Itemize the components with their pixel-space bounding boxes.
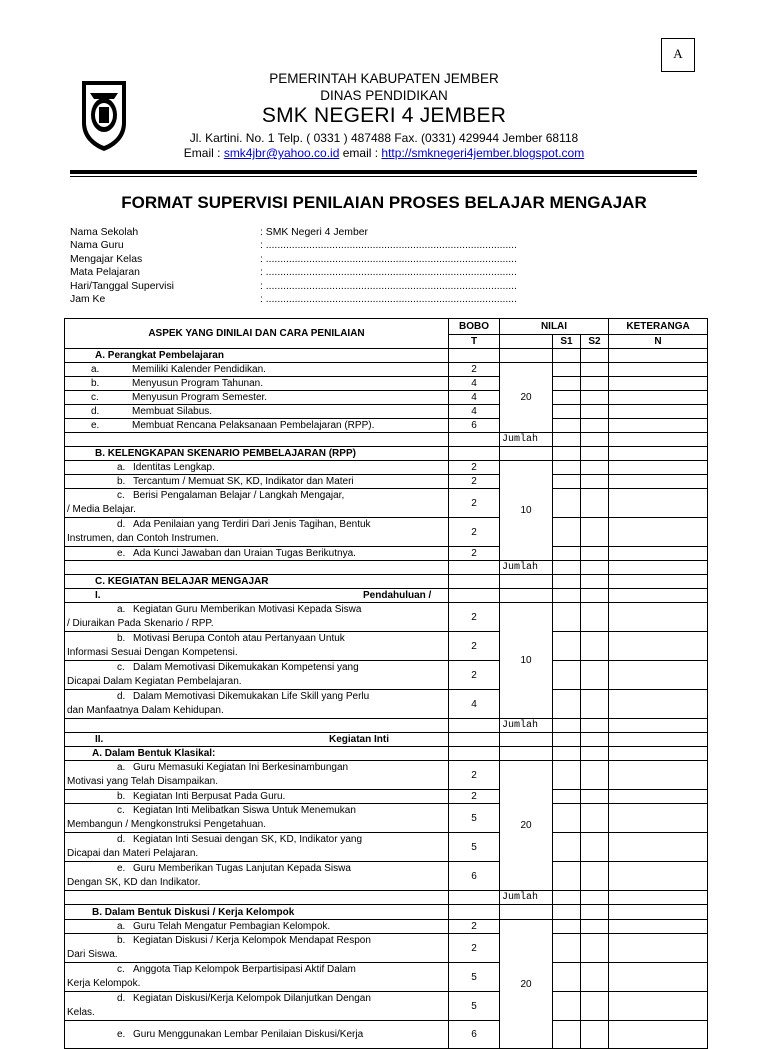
note-cell[interactable] [609,862,708,891]
score-cell[interactable] [581,1021,609,1049]
note-cell[interactable] [609,804,708,833]
subtotal-label: Jumlah [500,433,553,447]
table-row: c. Anggota Tiap Kelompok Berpartisipasi Aktif Dalam Kerja Kelompok. 5 [65,963,708,992]
header-notes: KETERANGA [609,319,708,335]
score-cell[interactable] [581,547,609,561]
header-school-name: SMK NEGERI 4 JEMBER [261,104,507,127]
score-cell[interactable] [581,489,609,518]
score-cell[interactable] [581,862,609,891]
section-total: 10 [500,603,553,719]
subtotal-label: Jumlah [500,719,553,733]
score-cell[interactable] [553,475,581,489]
section-total: 20 [500,363,553,433]
score-cell[interactable] [581,475,609,489]
note-cell[interactable] [609,363,708,377]
table-row: c. Dalam Memotivasi Dikemukakan Kompetensi yang Dicapai Dalam Kegiatan Pembelajaran. 2 [65,661,708,690]
score-cell[interactable] [581,833,609,862]
subtotal-row [65,891,708,905]
score-cell[interactable] [581,963,609,992]
score-cell[interactable] [581,419,609,433]
note-cell[interactable] [609,920,708,934]
note-cell[interactable] [609,690,708,719]
score-cell[interactable] [581,992,609,1021]
score-cell[interactable] [553,862,581,891]
header-contact [0,146,768,160]
score-cell[interactable] [553,461,581,475]
table-row: d. Kegiatan Diskusi/Kerja Kelompok Dilanjutkan Dengan Kelas. 5 [65,992,708,1021]
table-row: c. Menyusun Program Semester. 4 [65,391,708,405]
score-cell[interactable] [553,790,581,804]
header-score: NILAI [500,319,609,335]
table-row: b. Kegiatan Diskusi / Kerja Kelompok Mendapat Respon Dari Siswa. 2 [65,934,708,963]
score-cell[interactable] [581,920,609,934]
table-row: e. Membuat Rencana Pelaksanaan Pembelajaran (RPP). 6 [65,419,708,433]
score-cell[interactable] [553,920,581,934]
score-cell[interactable] [581,632,609,661]
section-total: 20 [500,761,553,891]
section-total: 20 [500,920,553,1049]
note-cell[interactable] [609,433,708,447]
score-cell[interactable] [553,963,581,992]
table-row: a. Guru Memasuki Kegiatan Ini Berkesinambungan Motivasi yang Telah Disampaikan. 2 20 [65,761,708,790]
note-cell[interactable] [609,833,708,862]
table-row: e. Ada Kunci Jawaban dan Uraian Tugas Berikutnya. 2 [65,547,708,561]
note-cell[interactable] [609,992,708,1021]
table-row: a. Kegiatan Guru Memberikan Motivasi Kepada Siswa / Diuraikan Pada Skenario / RPP. 2 10 [65,603,708,632]
score-cell[interactable] [553,1021,581,1049]
table-row: d. Membuat Silabus. 4 [65,405,708,419]
score-cell[interactable] [581,934,609,963]
section-title: B. KELENGKAPAN SKENARIO PEMBELAJARAN (RPP) [65,447,449,461]
section-total: 10 [500,461,553,561]
score-cell[interactable] [553,661,581,690]
score-cell[interactable] [553,934,581,963]
note-cell[interactable] [609,790,708,804]
score-cell[interactable] [553,561,581,575]
score-cell[interactable] [581,363,609,377]
score-cell[interactable] [581,761,609,790]
website-link[interactable]: http://smknegeri4jember.blogspot.com [381,146,585,160]
note-cell[interactable] [609,1021,708,1049]
note-cell[interactable] [609,561,708,575]
note-cell[interactable] [609,603,708,632]
score-cell[interactable] [553,419,581,433]
header-address: Jl. Kartini. No. 1 Telp. ( 0331 ) 487488 Fax. (0331) 429944 Jember 68118 [189,131,579,145]
web-label: email : [342,146,379,160]
note-cell[interactable] [609,391,708,405]
subsection-title: B. Dalam Bentuk Diskusi / Kerja Kelompok [65,905,449,920]
table-row: b. Tercantum / Memuat SK, KD, Indikator dan Materi 2 [65,475,708,489]
score-cell[interactable] [581,518,609,547]
form-code-box: A [661,38,695,72]
note-cell[interactable] [609,489,708,518]
score-cell[interactable] [581,690,609,719]
score-cell[interactable] [581,790,609,804]
table-row: a. Guru Telah Mengatur Pembagian Kelompok. 2 20 [65,920,708,934]
score-cell[interactable] [581,433,609,447]
header-s1: S1 [553,335,581,349]
score-cell[interactable] [553,761,581,790]
email-label: Email : [183,146,221,160]
note-cell[interactable] [609,934,708,963]
table-row: c. Kegiatan Inti Melibatkan Siswa Untuk Menemukan Membangun / Mengkonstruksi Pengetahuan. 5 [65,804,708,833]
section-title: A. Perangkat Pembelajaran [65,349,449,363]
score-cell[interactable] [553,603,581,632]
note-cell[interactable] [609,891,708,905]
score-cell[interactable] [581,391,609,405]
score-cell[interactable] [553,363,581,377]
table-row: d. Dalam Memotivasi Dikemukakan Life Skill yang Perlu dan Manfaatnya Dalam Kehidupan. 4 [65,690,708,719]
note-cell[interactable] [609,475,708,489]
note-cell[interactable] [609,632,708,661]
header-government: PEMERINTAH KABUPATEN JEMBER [269,71,499,86]
header-department: DINAS PENDIDIKAN [320,88,448,103]
score-cell[interactable] [553,405,581,419]
score-cell[interactable] [553,833,581,862]
note-cell[interactable] [609,719,708,733]
score-cell[interactable] [581,561,609,575]
note-cell[interactable] [609,963,708,992]
header-rule-thin [70,176,697,177]
note-cell[interactable] [609,547,708,561]
score-cell[interactable] [581,405,609,419]
subtotal-row [65,719,708,733]
subsection-title: Pendahuluan / [363,590,432,601]
header-weight: BOBO [449,319,500,335]
score-cell[interactable] [581,891,609,905]
score-cell[interactable] [553,992,581,1021]
note-cell[interactable] [609,461,708,475]
note-cell[interactable] [609,419,708,433]
score-cell[interactable] [553,377,581,391]
note-cell[interactable] [609,518,708,547]
score-cell[interactable] [581,377,609,391]
score-cell[interactable] [581,603,609,632]
table-row: b. Menyusun Program Tahunan. 4 [65,377,708,391]
table-row: d. Ada Penilaian yang Terdiri Dari Jenis Tagihan, Bentuk Instrumen, dan Contoh Instrumen. 2 [65,518,708,547]
score-cell[interactable] [581,461,609,475]
subsection-title: A. Dalam Bentuk Klasikal: [65,747,449,761]
subtotal-row [65,433,708,447]
score-cell[interactable] [581,719,609,733]
header-s2: S2 [581,335,609,349]
subtotal-label: Jumlah [500,561,553,575]
table-row: d. Kegiatan Inti Sesuai dengan SK, KD, Indikator yang Dicapai dan Materi Pelajaran. 5 [65,833,708,862]
table-row: e. Guru Memberikan Tugas Lanjutan Kepada Siswa Dengan SK, KD dan Indikator. 6 [65,862,708,891]
header-aspect: ASPEK YANG DINILAI DAN CARA PENILAIAN [65,319,449,349]
score-cell[interactable] [553,804,581,833]
score-cell[interactable] [553,433,581,447]
score-cell[interactable] [553,690,581,719]
header-rule-thick [70,170,697,174]
note-cell[interactable] [609,761,708,790]
score-cell[interactable] [553,719,581,733]
note-cell[interactable] [609,405,708,419]
score-cell[interactable] [581,804,609,833]
email-link[interactable]: smk4jbr@yahoo.co.id [223,146,340,160]
score-cell[interactable] [553,518,581,547]
score-cell[interactable] [553,391,581,405]
subtotal-row [65,561,708,575]
document-title: FORMAT SUPERVISI PENILAIAN PROSES BELAJAR MENGAJAR [121,193,647,212]
score-cell[interactable] [581,661,609,690]
assessment-table: ASPEK YANG DINILAI DAN CARA PENILAIAN BOBO NILAI KETERANGA T S1 S2 N A. Perangkat Pembelajaran a. Memiliki Kalender Pendidikan. 2 20 b. Menyusun Program Tahunan. 4 c. Menyusun Program Semester. 4 d. Membuat Silabus. 4 e. Membuat Rencana Pelaksanaan Pembelajaran (RPP). 6 Jumlah B. KELENGKAPAN SKENARIO PEMBELAJARAN (RPP) a. Identitas Lengkap. 2 10 b. Tercantum / Memuat SK, KD, Indikator dan Materi 2 c. Berisi Pengalaman Belajar / Langkah Mengajar, / Media Belajar. 2 d. Ada Penilaian yang Terdiri Dari Jenis Tagihan, Bentuk Instrumen, dan Contoh Instrumen. 2 e. Ada Kunci Jawaban dan Uraian Tugas Berikutnya. 2 Jumlah C. KEGIATAN BELAJAR MENGAJAR I. Pendahuluan / a. Kegiatan Guru Memberikan Motivasi Kepada Siswa / Diuraikan Pada Skenario / RPP. 2 10 b. Motivasi Berupa Contoh atau Pertanyaan Untuk Informasi Sesuai Dengan Kompetensi. 2 c. Dalam Memotivasi Dikemukakan Kompetensi yang Dicapai Dalam Kegiatan Pembelajaran. 2 d. Dalam Memotivasi Dikemukakan Life Skill yang Perlu dan Manfaatnya Dalam Kehidupan. 4 Jumlah II. Kegiatan Inti A. Dalam Bentuk Klasikal: a. Guru Memasuki Kegiatan Ini Berkesinambungan Motivasi yang Telah Disampaikan. 2 20 b. Kegiatan Inti Berpusat Pada Guru. 2 c. Kegiatan Inti Melibatkan Siswa Untuk Menemukan Membangun / Mengkonstruksi Pengetahuan. 5 d. Kegiatan Inti Sesuai dengan SK, KD, Indikator yang Dicapai dan Materi Pelajaran. 5 e. Guru Memberikan Tugas Lanjutan Kepada Siswa Dengan SK, KD dan Indikator. 6 Jumlah B. Dalam Bentuk Diskusi / Kerja Kelompok a. Guru Telah Mengatur Pembagian Kelompok. 2 20 b. Kegiatan Diskusi / Kerja Kelompok Mendapat Respon Dari Siswa. 2 c. Anggota Tiap Kelompok Berpartisipasi Aktif Dalam Kerja Kelompok. 5 d. Kegiatan Diskusi/Kerja Kelompok Dilanjutkan Dengan Kelas. 5 e. Guru Menggunakan Lembar Penilaian Diskusi/Kerja 6 [64,318,708,1049]
subtotal-label: Jumlah [500,891,553,905]
note-cell[interactable] [609,661,708,690]
score-cell[interactable] [553,632,581,661]
score-cell[interactable] [553,891,581,905]
subsection-title: Kegiatan Inti [329,734,390,745]
score-cell[interactable] [553,489,581,518]
score-cell[interactable] [553,547,581,561]
table-row: a. Memiliki Kalender Pendidikan. 2 20 [65,363,708,377]
table-row: a. Identitas Lengkap. 2 10 [65,461,708,475]
table-row: b. Kegiatan Inti Berpusat Pada Guru. 2 [65,790,708,804]
table-row: b. Motivasi Berupa Contoh atau Pertanyaan Untuk Informasi Sesuai Dengan Kompetensi. 2 [65,632,708,661]
note-cell[interactable] [609,377,708,391]
table-row: e. Guru Menggunakan Lembar Penilaian Diskusi/Kerja 6 [65,1021,708,1049]
table-row: c. Berisi Pengalaman Belajar / Langkah Mengajar, / Media Belajar. 2 [65,489,708,518]
section-title: C. KEGIATAN BELAJAR MENGAJAR [65,575,449,589]
